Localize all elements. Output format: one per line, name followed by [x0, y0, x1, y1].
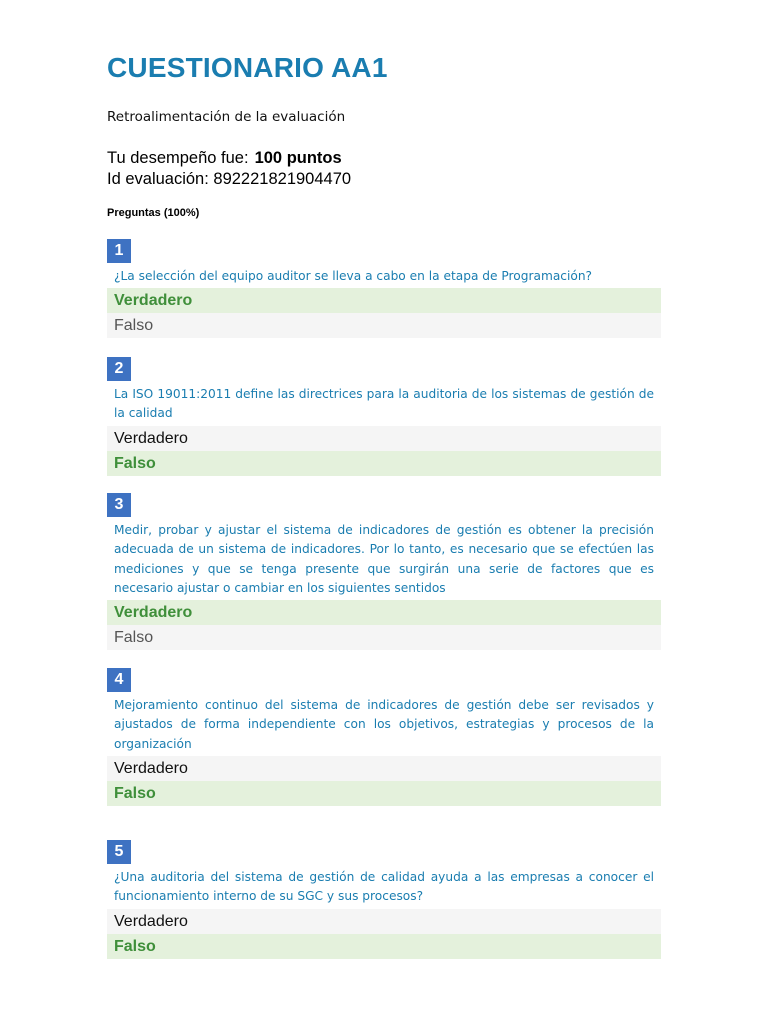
performance-line	[107, 149, 342, 168]
answer-option-falso: Falso	[107, 934, 661, 959]
question-text: ¿La selección del equipo auditor se lleva a cabo en la etapa de Programación?	[114, 269, 593, 283]
question-block-4	[107, 668, 661, 806]
answer-option-falso: Falso	[107, 451, 661, 476]
question-block-2	[107, 357, 661, 476]
answer-option-falso: Falso	[107, 625, 661, 650]
question-text: Medir, probar y ajustar el sistema de indicadores de gestión es obtener la precisión adecuada de un sistema de indicadores. Por lo tanto, es necesario que se efectúen las mediciones y que se tenga presente que surgirán una serie de factores que es necesario ajustar o cambiar en los siguientes sentidos	[114, 523, 654, 595]
answer-option-verdadero: Verdadero	[107, 288, 661, 313]
question-number-badge: 3	[107, 493, 131, 517]
answer-option-verdadero: Verdadero	[107, 909, 661, 934]
answer-option-verdadero: Verdadero	[107, 756, 661, 781]
evaluation-id: Id evaluación: 892221821904470	[107, 170, 352, 188]
performance-label: Tu desempeño fue:	[107, 149, 249, 167]
question-number-badge: 4	[107, 668, 131, 692]
performance-score: 100 puntos	[254, 149, 342, 167]
answer-option-falso: Falso	[107, 781, 661, 806]
answer-option-verdadero: Verdadero	[107, 600, 661, 625]
question-block-3	[107, 493, 661, 650]
questions-heading: Preguntas (100%)	[107, 207, 200, 219]
question-text: Mejoramiento continuo del sistema de indicadores de gestión debe ser revisados y ajustados de forma independiente con los objetivos, estrategias y procesos de la organización	[114, 698, 654, 751]
question-block-1	[107, 239, 661, 338]
question-block-5	[107, 840, 661, 959]
question-number-badge: 2	[107, 357, 131, 381]
page-title: CUESTIONARIO AA1	[107, 52, 388, 83]
question-text: La ISO 19011:2011 define las directrices para la auditoria de los sistemas de gestión de la calidad	[114, 387, 654, 421]
answer-option-falso: Falso	[107, 313, 661, 338]
question-text: ¿Una auditoria del sistema de gestión de calidad ayuda a las empresas a conocer el funcionamiento interno de su SGC y sus procesos?	[114, 870, 654, 904]
page-subtitle: Retroalimentación de la evaluación	[107, 109, 346, 125]
answer-option-verdadero: Verdadero	[107, 426, 661, 451]
question-number-badge: 5	[107, 840, 131, 864]
question-number-badge: 1	[107, 239, 131, 263]
